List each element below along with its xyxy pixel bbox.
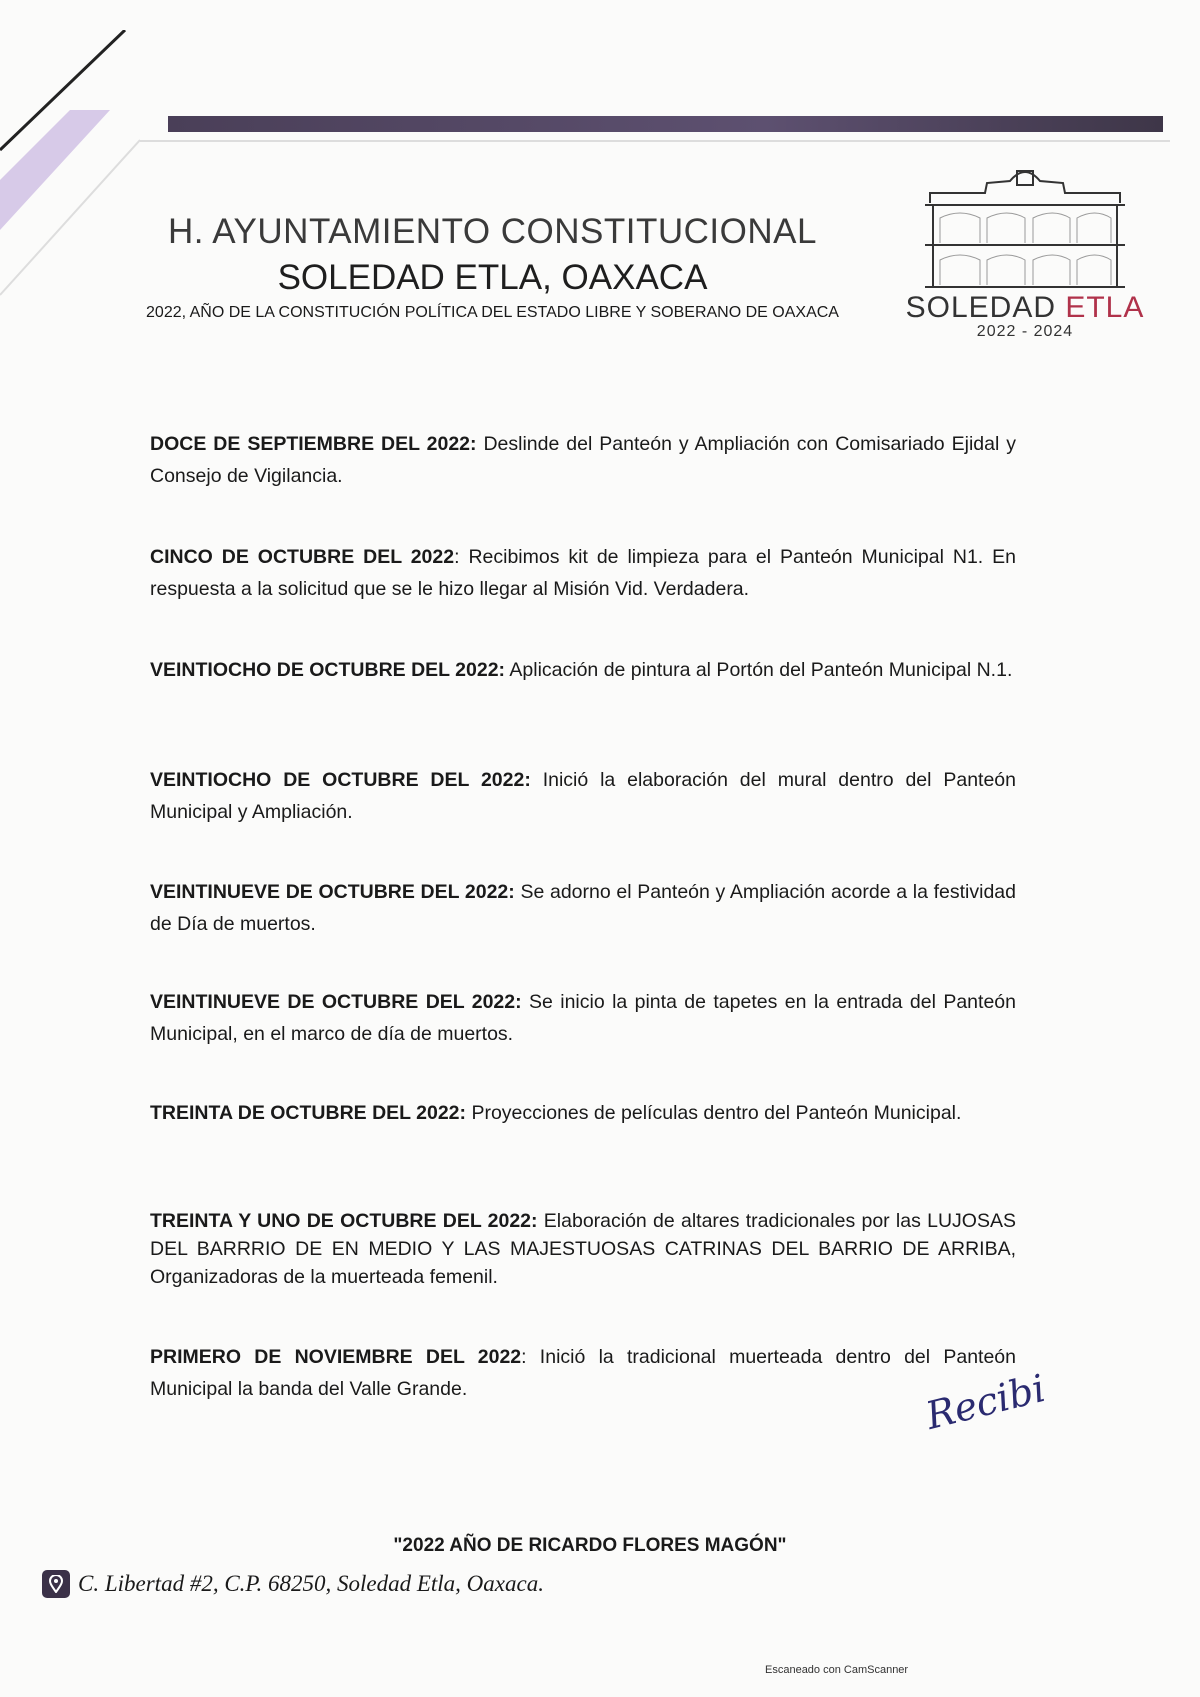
entry-text: Inició la elaboración del mural dentro del Panteón Municipal y Ampliación. (150, 769, 1016, 823)
institution-title: H. AYUNTAMIENTO CONSTITUCIONAL (168, 212, 817, 251)
entry-text: : Recibimos kit de limpieza para el Panteón Municipal N1. En respuesta a la solicitud que se le hizo llegar al Misión Vid. Verdadera. (150, 546, 1016, 600)
entry-text: Deslinde del Panteón y Ampliación con Comisariado Ejidal y Consejo de Vigilancia. (150, 433, 1016, 487)
entry-text: Elaboración de altares tradicionales por las LUJOSAS DEL BARRRIO DE EN MEDIO Y LAS MAJESTUOSAS CATRINAS DEL BARRIO DE ARRIBA, Organizadoras de la muerteada femenil. (150, 1210, 1016, 1288)
handwritten-signature: Recibi (921, 1366, 1050, 1438)
activity-entry (150, 654, 1016, 686)
location-pin-icon (42, 1570, 70, 1598)
footer-address (42, 1570, 544, 1598)
address-text: C. Libertad #2, C.P. 68250, Soledad Etla, Oaxaca. (78, 1571, 544, 1596)
entry-date: VEINTIOCHO DE OCTUBRE DEL 2022: (150, 769, 531, 791)
town-hall-icon (925, 163, 1125, 293)
activity-entry (150, 876, 1016, 940)
entry-date: DOCE DE SEPTIEMBRE DEL 2022: (150, 433, 477, 455)
entry-text: Se inicio la pinta de tapetes en la entrada del Panteón Municipal, en el marco de día de muertos. (150, 991, 1016, 1045)
entry-date: CINCO DE OCTUBRE DEL 2022 (150, 546, 455, 568)
entry-date: VEINTINUEVE DE OCTUBRE DEL 2022: (150, 991, 522, 1013)
activity-entry (150, 541, 1016, 605)
logo-name-a: SOLEDAD (905, 291, 1056, 324)
header-divider (140, 140, 1170, 142)
activity-entry (150, 1341, 1016, 1405)
entry-date: TREINTA DE OCTUBRE DEL 2022: (150, 1102, 467, 1124)
header-purple-bar (168, 116, 1163, 132)
entry-text: : Inició la tradicional muerteada dentro del Panteón Municipal la banda del Valle Grande. (150, 1346, 1016, 1400)
activity-entry (150, 1097, 1016, 1129)
entry-date: VEINTIOCHO DE OCTUBRE DEL 2022: (150, 659, 506, 681)
scanner-watermark: Escaneado con CamScanner (765, 1664, 909, 1676)
activity-entry (150, 764, 1016, 828)
entry-date: VEINTINUEVE DE OCTUBRE DEL 2022: (150, 881, 515, 903)
entry-text: Aplicación de pintura al Portón del Panteón Municipal N.1. (505, 659, 1013, 681)
entry-date: TREINTA Y UNO DE OCTUBRE DEL 2022: (150, 1210, 538, 1232)
entry-text: Se adorno el Panteón y Ampliación acorde a la festividad de Día de muertos. (150, 881, 1016, 935)
activity-entry (150, 986, 1016, 1050)
footer-motto: "2022 AÑO DE RICARDO FLORES MAGÓN" (393, 1535, 787, 1556)
logo-name-b: ETLA (1065, 291, 1145, 324)
year-slogan: 2022, AÑO DE LA CONSTITUCIÓN POLÍTICA DEL ESTADO LIBRE Y SOBERANO DE OAXACA (146, 304, 839, 321)
logo-years: 2022 - 2024 (976, 323, 1074, 340)
municipal-logo (905, 163, 1145, 343)
activity-entry (150, 428, 1016, 492)
municipality-title: SOLEDAD ETLA, OAXACA (277, 258, 708, 297)
activity-entry (150, 1207, 1016, 1291)
decorative-corner-stripe (0, 30, 140, 330)
entry-date: PRIMERO DE NOVIEMBRE DEL 2022 (150, 1346, 522, 1368)
entry-text: Proyecciones de películas dentro del Panteón Municipal. (466, 1102, 962, 1124)
